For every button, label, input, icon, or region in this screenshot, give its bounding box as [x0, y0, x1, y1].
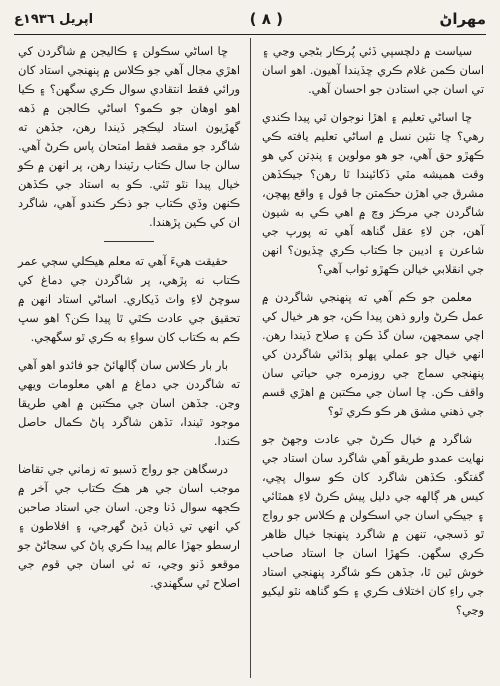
paragraph: بار بار ڪلاس سان ڳالهائڻ جو فائدو اهو آهي ته شاگردن جي دماغ ۾ اهي معلومات ويهي وڃن. جڏهن اسان جي مڪتبن ۾ اهي طريقا موجود ٿيندا، تڏهن شاگرد پاڻ ڪمال حاصل ڪندا.	[18, 358, 240, 448]
page	[14, 6, 486, 680]
paragraph: سياست ۾ دلچسپي ڏئي پُرڪار بڻجي وڃي ۽ اسان ڪمن غلام ڪري ڇڏيندا آهيون. اهو اسان تي اسان جي استادن جو احسان آهي.	[262, 44, 484, 96]
page-number: ( ٨ )	[249, 10, 283, 28]
paragraph: حقيقت هيءَ آهي ته معلم هيڪلي سڄي عمر ڪتاب نه پڙهي، پر شاگردن جي دماغ کي سوچڻ لاءِ واٽ ڏيکاري. اساڻي استاد انهن ۾ تحقيق جي عادت ڪٿي ٿا پيدا ڪن؟ اهو سڀ ڪم به ڪتاب کان سواءِ به ڪري ٿو سگهجي.	[18, 254, 240, 344]
section-separator	[104, 241, 154, 242]
column-divider	[250, 38, 251, 678]
paragraph: ڇا اساڻي سڪولن ۽ ڪاليجن ۾ شاگردن کي اهڙي مجال آهي جو ڪلاس ۾ پنهنجي استاد کان ورائي فقط انتقادي سوال ڪري سگهن؟ ۽ ڪيا اهو اوهان جو ڪمو؟ اساڻي ڪالجن ۾ ڏهه گهڙيون استاد ليڪچر ڏيندا رهن، جڏهن ته شاگرد جو مقصد فقط امتحان پاس ڪرڻ آهي. سالن جا سال ڪتاب رٽيندا رهن، پر انهن ۾ ڪو خيال پيدا نٿو ٿئي. ڪو به استاد جي ڪڏهن ڪنهن وڏي ڪتاب جو ذڪر ڪندو آهي، شاگرد ان کي ڪين پڙهندا.	[18, 44, 240, 229]
paragraph: ڇا اساڻي تعليم ۽ اهڙا نوجوان ٿي پيدا ڪندي رهي؟ ڇا نئين نسل ۾ اساڻي تعليم يافته ڪي ڪهڙو حق آهي، جو هو مولوين ۽ پنڊتن کي هو وقت هميشه مٿي ڏکائيندا ٿا رهن؟ جيڪڏهن مشرق جي اهڙن حڪمتن جا قول ۽ واقع پهچن، شاگردن جي مرڪز وچ ۾ اهي ڪي به شيون آهن، جن لاءِ عقل گناهه آهي ته پورپ جي شاعرن ۽ اديبن جا ڪتاب ڪري ڇڏيون؟ انهن جي انقلابي خيالن ڪهڙو ثواب آهي؟	[262, 110, 484, 276]
right-column	[262, 42, 484, 629]
page-header	[14, 6, 486, 32]
paragraph: درسگاهن جو رواج ڏسبو ته زماني جي تقاضا موجب اسان جي هر هڪ ڪتاب جي آخر ۾ ڪجهه سوال ڏنا وڃن. اسان جي استاد صاحبن کي انهي تي ڌيان ڏيڻ گهرجي، ۽ افلاطون ۽ ارسطو جهڙا عالم پيدا ڪري پاڻ کي سڃاڻڻ جو موقعو ڏنو وڃي، ته ئي اسان جي قوم جي اصلاح ٿي سگهندي.	[18, 462, 240, 590]
paragraph: معلمن جو ڪم آهي ته پنهنجي شاگردن ۾ عمل ڪرڻ وارو ذهن پيدا ڪن، جو هر خيال کي اچي سمجهن، سان گڏ ڪن ۽ صلاح ڏيندا رهن. انهي خيال جو عملي پهلو ٻڌائي شاگردن کي پنهنجي سماج جي روزمره جي حياتي سان واقف ڪن. ڇا اسان جي مڪتبن ۾ اهڙي قسم جي ذهني مشق هر ڪو ڪري ٿو؟	[262, 290, 484, 418]
header-rule	[14, 34, 486, 35]
journal-title: مهراڻ	[439, 10, 486, 28]
issue-date: اپريل ١٩٣٦ع	[14, 11, 94, 27]
paragraph: شاگرد ۾ خيال ڪرڻ جي عادت وجهڻ جو نهايت عمدو طريقو آهي شاگرد سان استاد جي گفتگو. ڪڏهن شاگرد کان ڪو سوال پڇي، کيس هر ڳالهه جي دليل پيش ڪرڻ لاءِ همٿائي ۽ جيڪي اسان جي اسڪولن ۾ ڪلاس جو رواج ٿو ڏسجي، تنهن ۾ شاگرد پنهنجا خيال ظاهر ڪري سگهن. ڪهڙا اسان جا استاد صاحب خوش ٿين ٿا، جڏهن ڪو شاگرد پنهنجي استاد جي راءِ کان اختلاف ڪري ۽ ڪو گناهه نٿو ليکيو وڃي؟	[262, 432, 484, 617]
left-column	[18, 42, 240, 602]
